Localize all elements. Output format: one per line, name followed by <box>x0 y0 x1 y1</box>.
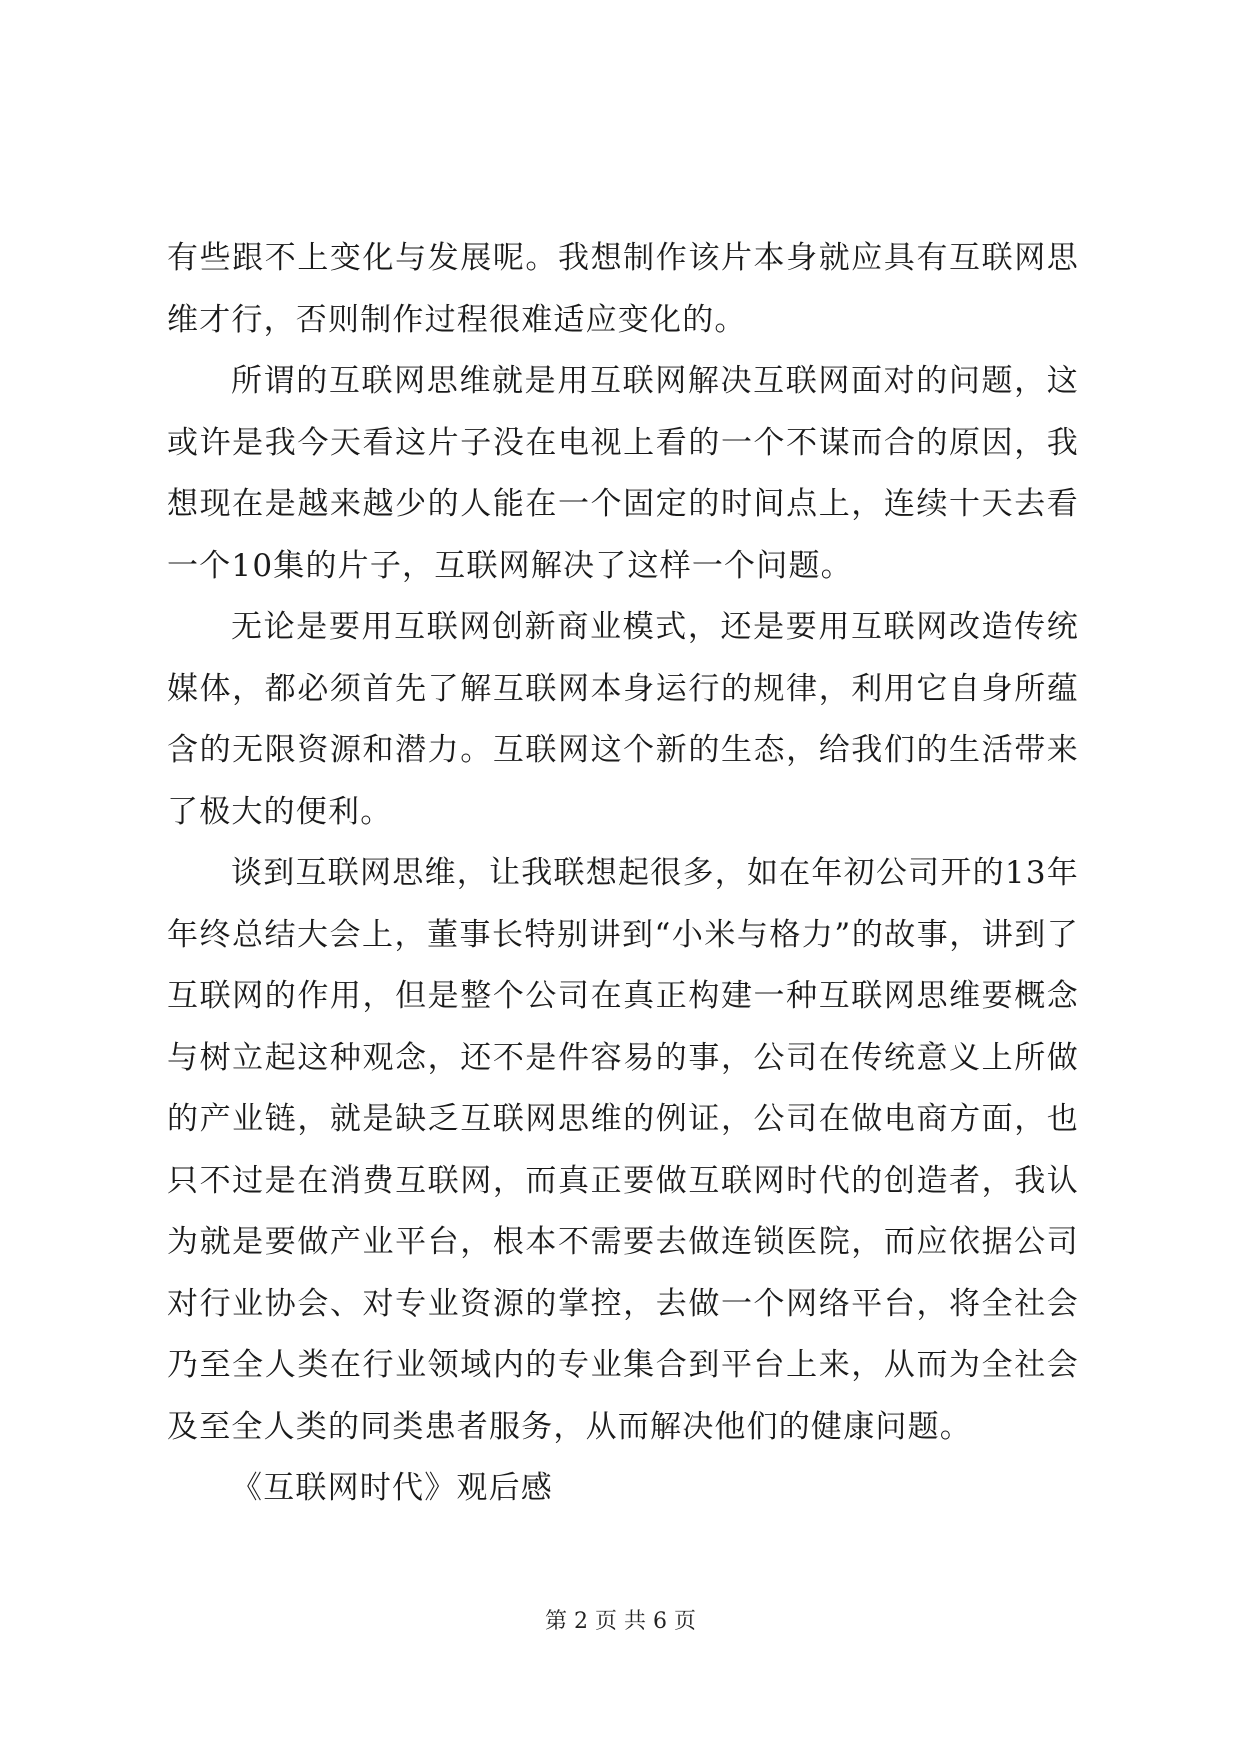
paragraph-business-model: 无论是要用互联网创新商业模式，还是要用互联网改造传统媒体，都必须首先了解互联网本身运行的规律，利用它自身所蕴含的无限资源和潜力。互联网这个新的生态，给我们的生活带来了极大的便利。 <box>167 609 1079 830</box>
paragraph-continuation: 有些跟不上变化与发展呢。我想制作该片本身就应具有互联网思维才行，否则制作过程很难适应变化的。 <box>167 240 1079 338</box>
page-number: 第 2 页 共 6 页 <box>545 1609 696 1634</box>
next-article-title: 《互联网时代》观后感 <box>231 1470 553 1506</box>
document-body <box>167 228 1079 1520</box>
paragraph-internet-thinking-definition: 所谓的互联网思维就是用互联网解决互联网面对的问题，这或许是我今天看这片子没在电视上看的一个不谋而合的原因，我想现在是越来越少的人能在一个固定的时间点上，连续十天去看一个10集的片子，互联网解决了这样一个问题。 <box>167 363 1079 584</box>
paragraph-company-reflection: 谈到互联网思维，让我联想起很多，如在年初公司开的13年年终总结大会上，董事长特别讲到“小米与格力”的故事，讲到了互联网的作用，但是整个公司在真正构建一种互联网思维要概念与树立起这种观念，还不是件容易的事，公司在传统意义上所做的产业链，就是缺乏互联网思维的例证，公司在做电商方面，也只不过是在消费互联网，而真正要做互联网时代的创造者，我认为就是要做产业平台，根本不需要去做连锁医院，而应依据公司对行业协会、对专业资源的掌控，去做一个网络平台，将全社会乃至全人类在行业领域内的专业集合到平台上来，从而为全社会及至全人类的同类患者服务，从而解决他们的健康问题。 <box>167 855 1079 1445</box>
